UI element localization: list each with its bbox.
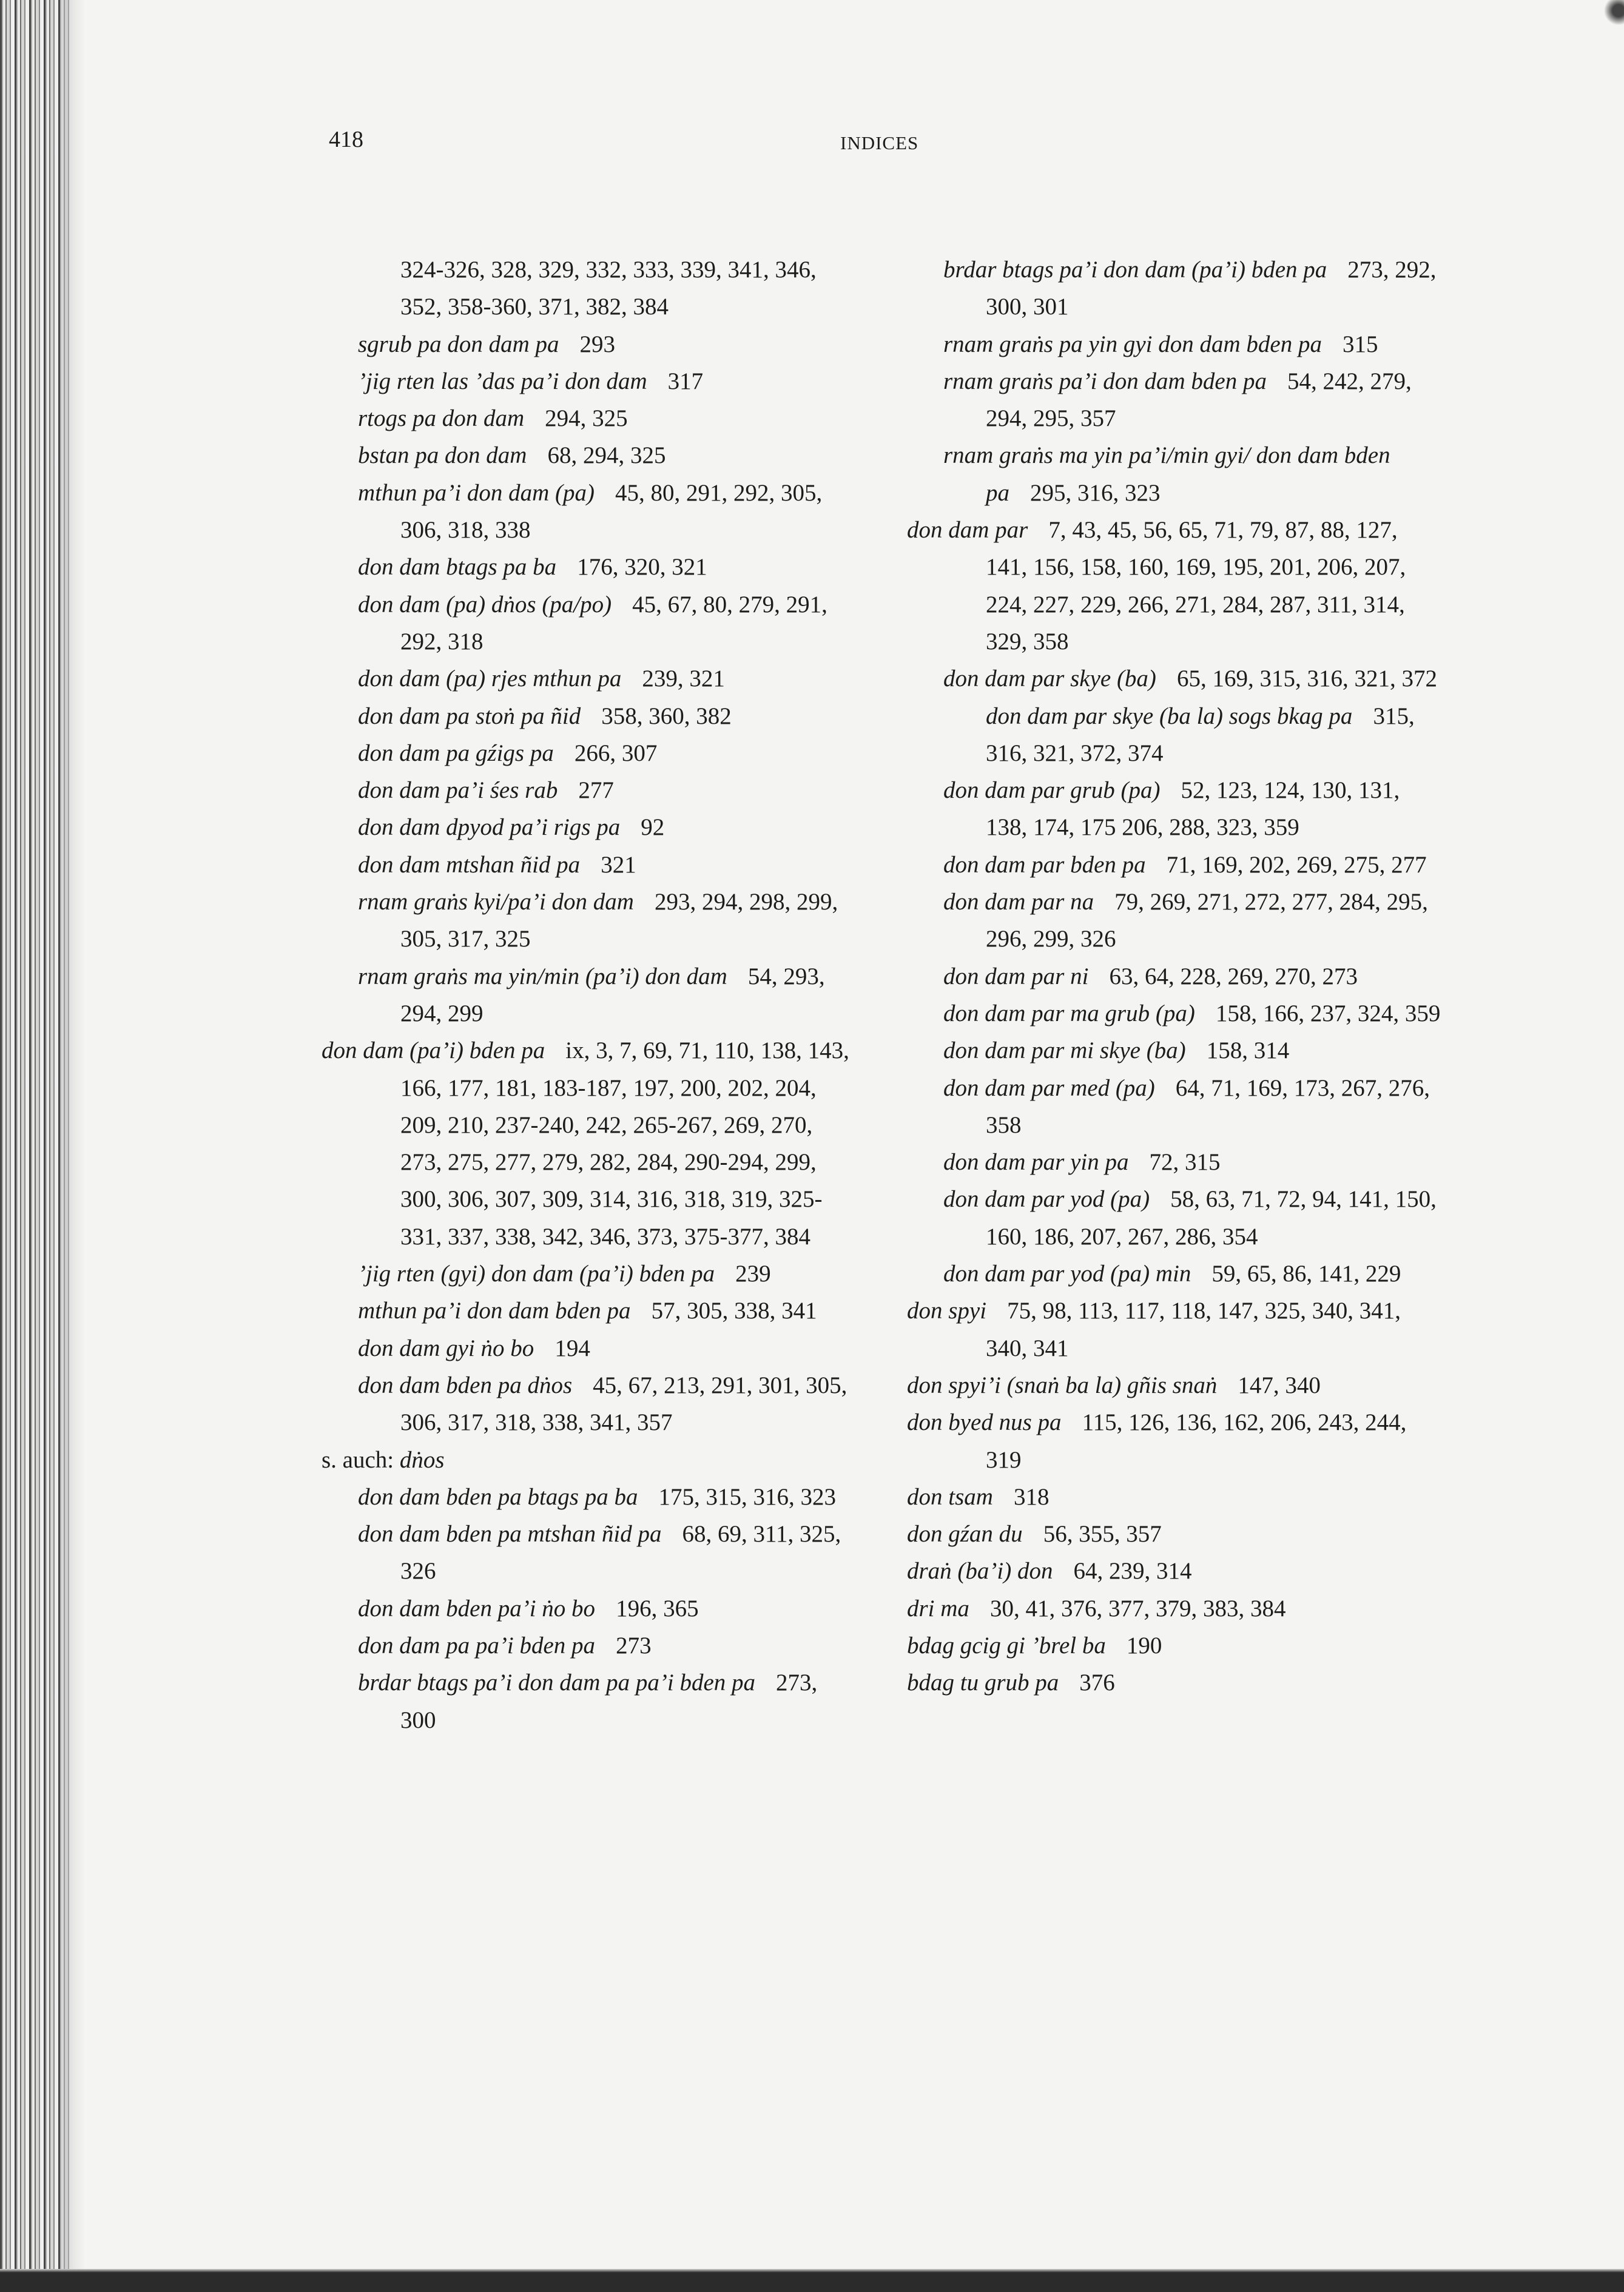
index-term: don spyi (907, 1298, 987, 1324)
index-term: don dam bden pa btags pa ba (358, 1483, 638, 1510)
index-entry (322, 326, 855, 363)
index-entry (907, 660, 1441, 697)
index-term: don dam dpyod pa’i rigs pa (358, 814, 621, 841)
index-page-refs: 64, 239, 314 (1073, 1558, 1192, 1585)
index-page-refs: 294, 325 (545, 405, 628, 432)
index-entry (907, 1070, 1441, 1144)
index-entry (907, 772, 1441, 846)
index-term: brdar btags pa’i don dam pa pa’i bden pa (358, 1670, 756, 1696)
index-entry (322, 437, 855, 474)
index-entry (322, 1032, 855, 1255)
index-page-refs: 115, 126, 136, 162, 206, 243, 244, 319 (986, 1409, 1407, 1473)
index-entry (322, 1292, 855, 1329)
index-page-refs: 196, 365 (616, 1595, 699, 1622)
index-entry (322, 1441, 855, 1478)
index-entry (907, 1664, 1441, 1701)
index-term: don dam par skye (ba la) sogs bkag pa (986, 703, 1353, 729)
index-term: don dam pa gźigs pa (358, 740, 554, 766)
index-page-refs: 293, 294, 298, 299, 305, 317, 325 (400, 889, 838, 952)
index-page-refs: 59, 65, 86, 141, 229 (1211, 1261, 1401, 1287)
index-entry (907, 1590, 1441, 1627)
index-term: don dam par bden pa (943, 851, 1146, 878)
index-page-refs: 273 (616, 1632, 652, 1659)
index-term: bdag gcig gi ’brel ba (907, 1632, 1106, 1659)
index-column-left (322, 251, 855, 1739)
index-term: don dam (pa’i) bden pa (322, 1037, 545, 1064)
index-page-refs: 376 (1079, 1670, 1115, 1696)
index-term: rtogs pa don dam (358, 405, 525, 432)
index-page-refs: 158, 166, 237, 324, 359 (1215, 1000, 1441, 1026)
index-entry (322, 846, 855, 883)
index-term: don dam pa pa’i bden pa (358, 1632, 596, 1659)
index-page-refs: 75, 98, 113, 117, 118, 147, 325, 340, 341, 340, 341 (986, 1298, 1401, 1361)
index-page-refs: 57, 305, 338, 341 (651, 1298, 817, 1324)
index-term: don dam par yin pa (943, 1149, 1129, 1176)
index-entry (322, 548, 855, 585)
index-page-refs: 52, 123, 124, 130, 131, 138, 174, 175 206, 288, 323, 359 (986, 777, 1400, 841)
index-page-refs: 45, 67, 80, 279, 291, 292, 318 (400, 591, 827, 655)
index-term: don gźan du (907, 1521, 1023, 1548)
index-page-refs: 65, 169, 315, 316, 321, 372 (1176, 666, 1437, 692)
index-term: mthun pa’i don dam (pa) (358, 479, 595, 506)
index-term: don dam par na (943, 889, 1094, 915)
index-entry (322, 883, 855, 958)
index-entry (907, 1292, 1441, 1367)
index-entry (907, 1181, 1441, 1255)
index-page-refs: 54, 242, 279, 294, 295, 357 (986, 368, 1412, 432)
index-entry (322, 1478, 855, 1515)
index-page-refs: 45, 67, 213, 291, 301, 305, 306, 317, 318, 338, 341, 357 (400, 1372, 847, 1436)
index-term: ’jig rten (gyi) don dam (pa’i) bden pa (358, 1261, 715, 1287)
index-entry (907, 958, 1441, 995)
index-term: bdag tu grub pa (907, 1670, 1059, 1696)
scan-bottom-edge (0, 2269, 1624, 2292)
index-page-refs: 295, 316, 323 (1030, 479, 1161, 506)
index-term: sgrub pa don dam pa (358, 331, 559, 357)
index-term: brdar btags pa’i don dam (pa’i) bden pa (943, 257, 1327, 283)
index-entry (322, 1515, 855, 1590)
index-term: don byed nus pa (907, 1409, 1062, 1436)
index-page-refs: 30, 41, 376, 377, 379, 383, 384 (989, 1595, 1286, 1622)
index-term: don dam par ni (943, 963, 1089, 989)
index-term: don dam pa’i śes rab (358, 777, 558, 804)
index-page-refs: 176, 320, 321 (577, 554, 707, 581)
page-number: 418 (329, 127, 363, 152)
index-page-refs: 315 (1342, 331, 1378, 357)
index-entry (322, 772, 855, 809)
index-entry (322, 363, 855, 400)
index-term: don dam par yod (pa) min (943, 1261, 1191, 1287)
index-term: draṅ (ba’i) don (907, 1558, 1053, 1585)
index-entry (907, 883, 1441, 958)
index-page-refs: 321 (601, 851, 636, 878)
index-page-refs: 58, 63, 71, 72, 94, 141, 150, 160, 186, 207, 267, 286, 354 (986, 1186, 1437, 1250)
index-page-refs: 147, 340 (1238, 1372, 1321, 1398)
index-page-refs: 266, 307 (574, 740, 658, 766)
index-term: rnam graṅs pa’i don dam bden pa (943, 368, 1267, 394)
index-term: don dam bden pa’i ṅo bo (358, 1595, 596, 1622)
index-page-refs: 7, 43, 45, 56, 65, 71, 79, 87, 88, 127, 141, 156, 158, 160, 169, 195, 201, 206, 207, 224, 227, 229, 266, 271, 284, 287, 311, 314, 329, 358 (986, 517, 1406, 655)
index-term: don dam mtshan ñid pa (358, 851, 581, 878)
index-page-refs: 273, 300 (400, 1670, 818, 1733)
running-head: INDICES (840, 132, 919, 153)
book-spine-fade (61, 0, 85, 2292)
index-entry (322, 698, 855, 735)
index-page-refs: 194 (554, 1335, 590, 1361)
index-page-refs: 79, 269, 271, 272, 277, 284, 295, 296, 299, 326 (986, 889, 1428, 952)
index-page-refs: ix, 3, 7, 69, 71, 110, 138, 143, 166, 177, 181, 183-187, 197, 200, 202, 204, 209, 210, 237-240, 242, 265-267, 269, 270, 273, 275, 277, 279, 282, 284, 290-294, 299, 300, 306, 307, 309, 314, 316, 318, 319, 325-331, 337, 338, 342, 346, 373, 375-377, 384 (400, 1037, 849, 1250)
index-entry (907, 1367, 1441, 1404)
index-page-refs: 190 (1126, 1632, 1162, 1659)
index-entry (322, 1664, 855, 1739)
index-entry (322, 958, 855, 1033)
index-entry (322, 735, 855, 772)
index-entry (907, 1032, 1441, 1069)
index-entry (907, 1255, 1441, 1292)
index-entry (322, 251, 855, 326)
index-entry (322, 1590, 855, 1627)
index-term: don dam pa stoṅ pa ñid (358, 703, 581, 729)
index-term: don dam (pa) dṅos (pa/po) (358, 591, 612, 618)
index-term: don dam par (907, 517, 1028, 544)
index-page-refs: 68, 69, 311, 325, 326 (400, 1521, 841, 1585)
corner-smudge (1588, 0, 1624, 42)
index-term: don tsam (907, 1483, 993, 1510)
index-term: mthun pa’i don dam bden pa (358, 1298, 631, 1324)
index-term: don dam par yod (pa) (943, 1186, 1150, 1213)
index-entry (907, 363, 1441, 437)
index-entry (907, 1515, 1441, 1552)
index-page-refs: 239, 321 (642, 666, 725, 692)
index-term: rnam graṅs pa yin gyi don dam bden pa (943, 331, 1322, 357)
index-term: don dam bden pa mtshan ñid pa (358, 1521, 662, 1548)
index-page-refs: 315, 316, 321, 372, 374 (986, 703, 1415, 766)
index-term: rnam graṅs ma yin pa’i/min gyi/ don dam bden pa (943, 442, 1390, 506)
index-entry (907, 437, 1441, 511)
index-entry (907, 1404, 1441, 1478)
index-entry (907, 251, 1441, 326)
see-also-label: s. auch: (322, 1446, 400, 1473)
index-page-refs: 273, 292, 300, 301 (986, 257, 1437, 320)
index-page-refs: 158, 314 (1206, 1037, 1290, 1064)
index-term: don dam gyi ṅo bo (358, 1335, 534, 1361)
index-term: don dam par skye (ba) (943, 666, 1156, 692)
index-term: don dam par ma grub (pa) (943, 1000, 1195, 1026)
index-entry (907, 698, 1441, 772)
index-entry (907, 1478, 1441, 1515)
index-entry (907, 326, 1441, 363)
index-entry (907, 846, 1441, 883)
index-entry (907, 511, 1441, 660)
index-entry (907, 995, 1441, 1032)
see-also-term: dṅos (399, 1446, 445, 1473)
index-term: dri ma (907, 1595, 969, 1622)
index-entry (322, 1627, 855, 1664)
index-page-refs: 72, 315 (1149, 1149, 1221, 1176)
index-entry (322, 400, 855, 437)
index-column-right (907, 251, 1441, 1702)
index-entry (322, 1255, 855, 1292)
index-page-refs: 71, 169, 202, 269, 275, 277 (1166, 851, 1427, 878)
index-term: don dam par grub (pa) (943, 777, 1161, 804)
index-page-refs: 358, 360, 382 (601, 703, 732, 729)
index-page-refs: 239 (735, 1261, 771, 1287)
index-term: don spyi’i (snaṅ ba la) gñis snaṅ (907, 1372, 1218, 1398)
index-page-refs: 92 (641, 814, 665, 841)
index-page-refs: 64, 71, 169, 173, 267, 276, 358 (986, 1074, 1430, 1138)
index-page-refs: 56, 355, 357 (1043, 1521, 1162, 1548)
index-page-refs: 45, 80, 291, 292, 305, 306, 318, 338 (400, 479, 823, 544)
index-page-refs: 318 (1013, 1483, 1050, 1510)
index-entry (907, 1552, 1441, 1589)
index-term: rnam graṅs kyi/pa’i don dam (358, 889, 634, 915)
index-entry (322, 1330, 855, 1367)
index-term: don dam btags pa ba (358, 554, 557, 581)
index-entry (322, 1367, 855, 1441)
index-entry (322, 474, 855, 549)
index-page-refs: 324-326, 328, 329, 332, 333, 339, 341, 346, 352, 358-360, 371, 382, 384 (400, 257, 817, 320)
index-term: bstan pa don dam (358, 442, 527, 469)
index-page-refs: 175, 315, 316, 323 (658, 1483, 836, 1510)
index-entry (322, 809, 855, 846)
index-term: don dam par mi skye (ba) (943, 1037, 1186, 1064)
index-term: don dam bden pa dṅos (358, 1372, 573, 1398)
index-entry (322, 586, 855, 661)
index-page-refs: 317 (667, 368, 704, 394)
index-page-refs: 63, 64, 228, 269, 270, 273 (1109, 963, 1358, 989)
index-entry (907, 1144, 1441, 1181)
index-page-refs: 277 (578, 777, 614, 804)
index-term: ’jig rten las ’das pa’i don dam (358, 368, 647, 394)
index-entry (907, 1627, 1441, 1664)
index-term: rnam graṅs ma yin/min (pa’i) don dam (358, 963, 727, 989)
index-page-refs: 293 (579, 331, 616, 357)
index-entry (322, 660, 855, 697)
index-page-refs: 54, 293, 294, 299 (400, 963, 825, 1026)
index-page-refs: 68, 294, 325 (547, 442, 666, 469)
index-term: don dam par med (pa) (943, 1074, 1155, 1101)
index-term: don dam (pa) rjes mthun pa (358, 666, 622, 692)
